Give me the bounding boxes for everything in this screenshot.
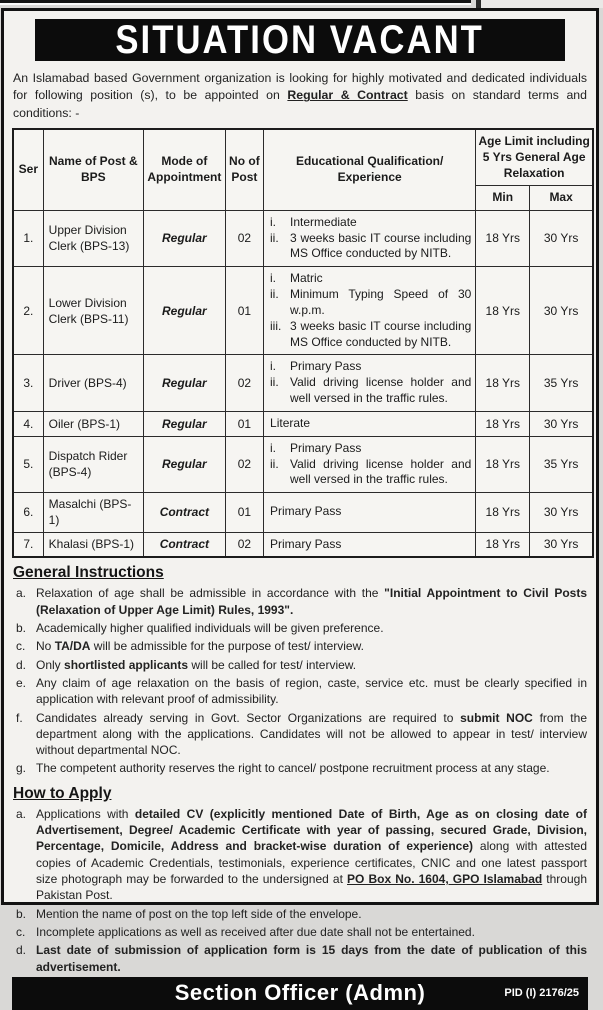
qualification-line [270, 457, 471, 489]
qualification-line [270, 504, 471, 520]
qualification-text: Primary Pass [270, 536, 342, 551]
header-row-main [13, 129, 593, 185]
age-max: 30 Yrs [530, 411, 593, 436]
qualification-cell [264, 532, 476, 557]
list-item-marker: c. [16, 639, 26, 654]
post-count: 01 [225, 411, 263, 436]
general-instructions-heading: General Instructions [13, 564, 164, 582]
list-item-text [36, 710, 587, 759]
qualification-text: Primary Pass [290, 359, 362, 374]
list-item-marker: b. [16, 906, 27, 921]
top-residue-bar [0, 0, 471, 5]
list-item-marker: c. [16, 924, 26, 939]
footer-banner [12, 977, 588, 1010]
qualification-cell [264, 355, 476, 411]
text-segment: Last date of submission of application form is 15 days from the date of publication of this advertisement. [36, 943, 587, 974]
age-max: 30 Yrs [530, 532, 593, 557]
qualification-text: Valid driving license holder and well versed in the traffic rules. [290, 375, 472, 406]
list-item [13, 675, 587, 708]
qualification-cell [264, 436, 476, 492]
age-max: 30 Yrs [530, 210, 593, 266]
post-count: 02 [225, 436, 263, 492]
post-table-body [13, 210, 593, 557]
appointment-mode: Regular [143, 267, 225, 355]
age-max: 35 Yrs [530, 436, 593, 492]
table-row [13, 267, 593, 355]
list-item-text [36, 657, 587, 673]
qualification-marker: i. [270, 359, 277, 374]
vacancy-table [12, 128, 594, 558]
appointment-mode: Contract [143, 532, 225, 557]
qualification-line [270, 537, 471, 553]
general-instructions-section [4, 558, 596, 778]
age-max: 30 Yrs [530, 493, 593, 532]
qualification-text: Intermediate [290, 214, 357, 229]
age-min: 18 Yrs [476, 267, 530, 355]
list-item [13, 806, 587, 904]
age-max: 35 Yrs [530, 355, 593, 411]
qualification-cell [264, 493, 476, 532]
text-segment: along with attested copies of Academic Credentials, testimonials, experience certificates, CNIC and one latest passport size photograph may be forwarded to the undersigned at [36, 839, 588, 887]
appointment-mode: Regular [143, 210, 225, 266]
qualification-line [270, 359, 471, 375]
post-name: Upper Division Clerk (BPS-13) [43, 210, 143, 266]
list-item [13, 585, 587, 618]
qualification-line [270, 375, 471, 407]
qualification-cell [264, 411, 476, 436]
text-segment: TA/DA [54, 639, 91, 654]
list-item-marker: g. [16, 761, 27, 776]
qualification-marker: ii. [270, 230, 279, 245]
text-segment: "Initial Appointment to Civil Posts (Relaxation of Upper Age Limit) Rules, 1993". [36, 586, 588, 617]
qualification-marker: iii. [270, 318, 282, 333]
post-count: 02 [225, 210, 263, 266]
list-item [13, 657, 587, 673]
advertisement-frame [1, 8, 599, 1006]
text-segment: basis on standard terms and conditions: - [13, 88, 587, 120]
pid-number: PID (I) 2176/25 [504, 987, 579, 1000]
age-min: 18 Yrs [476, 436, 530, 492]
list-item [13, 924, 587, 940]
list-item-text [36, 924, 587, 940]
list-item-marker: a. [16, 586, 27, 601]
text-segment: Incomplete applications as well as received after due date shall not be entertained. [36, 924, 475, 939]
list-item-text [36, 675, 587, 708]
list-item [13, 710, 587, 759]
table-row [13, 210, 593, 266]
table-row [13, 355, 593, 411]
post-name: Lower Division Clerk (BPS-11) [43, 267, 143, 355]
qualification-marker: i. [270, 214, 277, 229]
col-header-no: No of Post [225, 129, 263, 210]
text-segment: shortlisted applicants [64, 657, 189, 672]
list-item-marker: f. [16, 710, 23, 725]
qualification-text: 3 weeks basic IT course including MS Office conducted by NITB. [290, 318, 472, 349]
table-row [13, 493, 593, 532]
signatory-title: Section Officer (Admn) [174, 980, 426, 1006]
how-to-apply-heading: How to Apply [13, 784, 112, 802]
table-row [13, 411, 593, 436]
general-instructions-list [13, 585, 587, 776]
page-title: SITUATION VACANT [115, 16, 485, 62]
qualification-line [270, 319, 471, 351]
list-item-text [36, 906, 587, 922]
list-item-text [36, 638, 587, 654]
qualification-line [270, 441, 471, 457]
table-row [13, 436, 593, 492]
list-item-marker: a. [16, 806, 27, 821]
col-header-mode: Mode of Appointment [143, 129, 225, 210]
qualification-line [270, 271, 471, 287]
text-segment: detailed CV (explicitly mentioned Date of Birth, Age as on closing date of Advertisement, Degree/ Academic Certificate with year of passing, secured Grade, Division, Percentage, Domicile, Address and bracket-wise duration of experience) [36, 806, 587, 854]
qualification-text: Matric [290, 271, 323, 286]
qualification-cell [264, 210, 476, 266]
col-header-max: Max [530, 186, 593, 211]
post-name: Masalchi (BPS-1) [43, 493, 143, 532]
text-segment: No [36, 639, 55, 654]
qualification-text: 3 weeks basic IT course including MS Office conducted by NITB. [290, 230, 472, 261]
row-serial: 6. [13, 493, 43, 532]
list-item-text [36, 806, 587, 904]
list-item-text [36, 620, 587, 636]
list-item-text [36, 585, 587, 618]
text-segment: The competent authority reserves the right to cancel/ postpone recruitment process at any stage. [36, 761, 550, 776]
qualification-line [270, 215, 471, 231]
age-min: 18 Yrs [476, 493, 530, 532]
qualification-line [270, 231, 471, 263]
text-segment: PO Box No. 1604, GPO Islamabad [347, 872, 543, 887]
age-min: 18 Yrs [476, 532, 530, 557]
intro-paragraph [13, 70, 587, 122]
text-segment: submit NOC [460, 710, 533, 725]
post-name: Dispatch Rider (BPS-4) [43, 436, 143, 492]
text-segment: Academically higher qualified individuals will be given preference. [36, 620, 384, 635]
age-max: 30 Yrs [530, 267, 593, 355]
list-item-marker: d. [16, 943, 27, 958]
how-to-apply-section [4, 779, 596, 977]
list-item-marker: b. [16, 620, 27, 635]
qualification-marker: i. [270, 271, 277, 286]
qualification-text: Literate [270, 415, 311, 430]
table-header [13, 129, 593, 210]
text-segment: from the department along with the applications. Candidates will not be allowed to appear in test/ interview without departmental NOC. [36, 710, 587, 758]
col-header-ser: Ser [13, 129, 43, 210]
qualification-text: Primary Pass [290, 440, 362, 455]
qualification-marker: ii. [270, 456, 279, 471]
list-item [13, 638, 587, 654]
col-header-name: Name of Post & BPS [43, 129, 143, 210]
text-segment: Relaxation of age shall be admissible in accordance with the [36, 586, 385, 601]
text-segment: Only [36, 657, 65, 672]
row-serial: 3. [13, 355, 43, 411]
text-segment: Any claim of age relaxation on the basis of region, caste, service etc. must be clearly specified in application with relevant proof of admissibility. [36, 675, 587, 707]
col-header-min: Min [476, 186, 530, 211]
qualification-marker: i. [270, 440, 277, 455]
title-banner [35, 16, 565, 62]
qualification-text: Minimum Typing Speed of 30 w.p.m. [290, 287, 472, 317]
qualification-marker: ii. [270, 375, 279, 390]
post-count: 02 [225, 355, 263, 411]
how-to-apply-list [13, 806, 587, 975]
post-name: Driver (BPS-4) [43, 355, 143, 411]
appointment-mode: Regular [143, 436, 225, 492]
qualification-cell [264, 267, 476, 355]
list-item [13, 760, 587, 776]
text-segment: Mention the name of post on the top left side of the envelope. [36, 906, 362, 921]
age-min: 18 Yrs [476, 210, 530, 266]
qualification-line [270, 287, 471, 319]
qualification-text: Valid driving license holder and well versed in the traffic rules. [290, 456, 472, 487]
text-segment: Applications with [36, 806, 135, 821]
row-serial: 7. [13, 532, 43, 557]
post-name: Oiler (BPS-1) [43, 411, 143, 436]
qualification-marker: ii. [270, 287, 279, 302]
text-segment: An Islamabad based Government organization is looking for highly motivated and dedicated individuals for following position (s), to be appointed on [13, 71, 587, 103]
row-serial: 1. [13, 210, 43, 266]
table-row [13, 532, 593, 557]
row-serial: 2. [13, 267, 43, 355]
top-gap [481, 0, 603, 8]
post-count: 02 [225, 532, 263, 557]
list-item [13, 942, 587, 975]
list-item-marker: e. [16, 675, 27, 690]
list-item-text [36, 760, 587, 776]
post-count: 01 [225, 493, 263, 532]
col-header-age-limit: Age Limit including 5 Yrs General Age Relaxation [476, 129, 593, 185]
text-segment: will be called for test/ interview. [188, 657, 357, 672]
appointment-mode: Regular [143, 355, 225, 411]
age-min: 18 Yrs [476, 355, 530, 411]
appointment-mode: Contract [143, 493, 225, 532]
col-header-edu: Educational Qualification/ Experience [264, 129, 476, 210]
age-min: 18 Yrs [476, 411, 530, 436]
row-serial: 4. [13, 411, 43, 436]
appointment-mode: Regular [143, 411, 225, 436]
post-name: Khalasi (BPS-1) [43, 532, 143, 557]
text-segment: Candidates already serving in Govt. Sector Organizations are required to [36, 710, 461, 725]
qualification-text: Primary Pass [270, 504, 342, 519]
text-segment: will be admissible for the purpose of test/ interview. [90, 639, 364, 654]
text-segment: through Pakistan Post. [36, 872, 587, 903]
text-segment: Regular & Contract [287, 88, 408, 103]
list-item [13, 906, 587, 922]
row-serial: 5. [13, 436, 43, 492]
list-item-text [36, 942, 587, 975]
qualification-line [270, 416, 471, 432]
post-count: 01 [225, 267, 263, 355]
list-item-marker: d. [16, 657, 27, 672]
list-item [13, 620, 587, 636]
